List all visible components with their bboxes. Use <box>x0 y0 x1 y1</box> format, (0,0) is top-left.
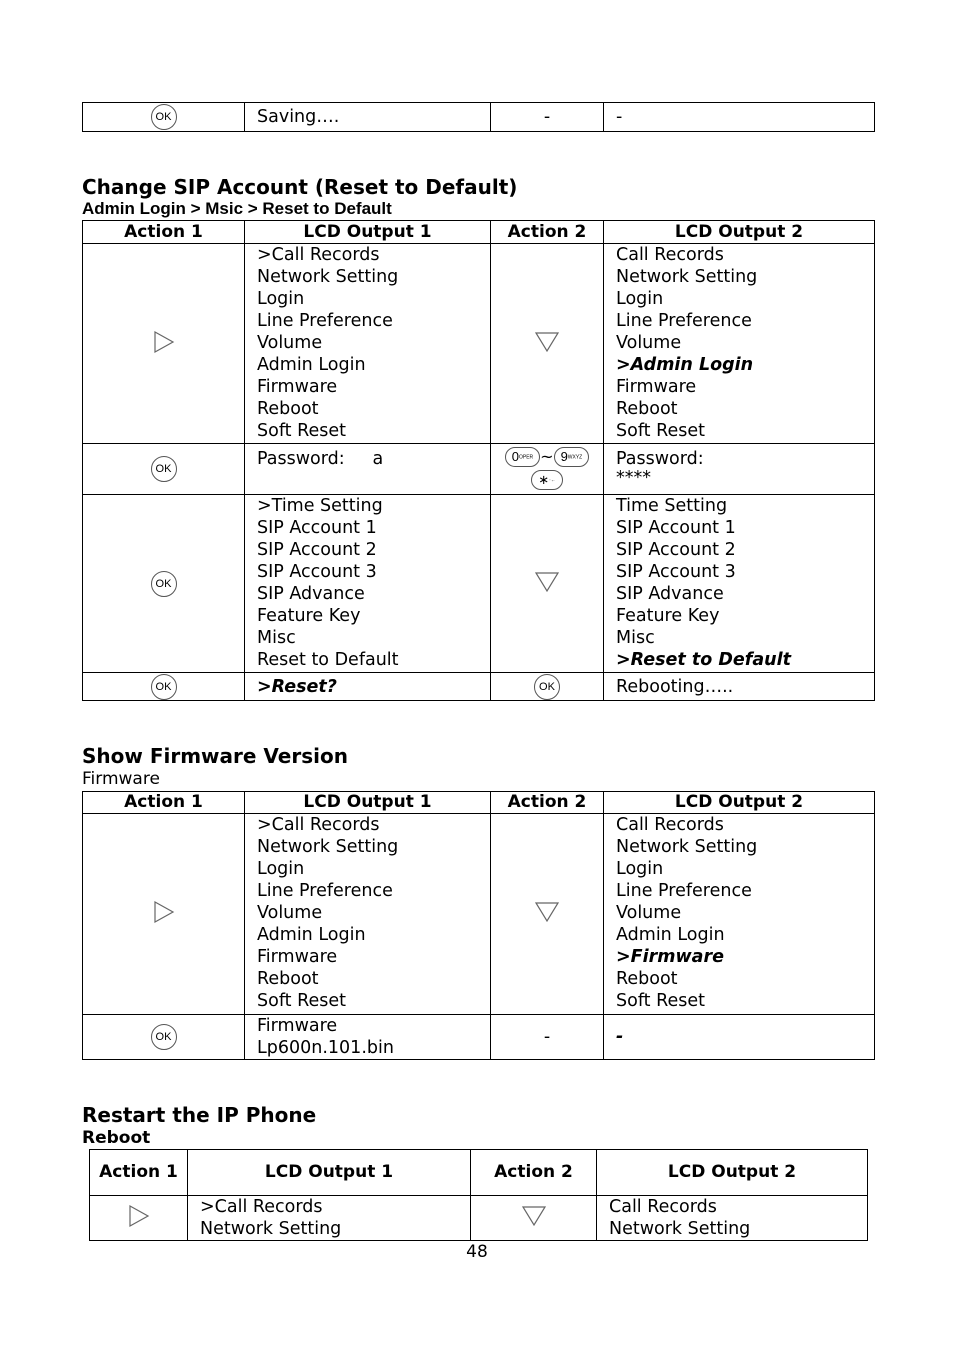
menu-line: Network Setting <box>609 1219 751 1239</box>
menu-line: Line Preference <box>616 311 752 331</box>
menu-line: Time Setting <box>616 496 728 516</box>
menu-line: Network Setting <box>257 837 399 857</box>
header-lcd-output-2: LCD Output 2 <box>604 221 875 244</box>
menu-line: SIP Account 2 <box>257 540 377 560</box>
header-action-2: Action 2 <box>491 221 604 244</box>
section-title: Restart the IP Phone <box>82 1103 317 1127</box>
menu-line: Volume <box>616 903 682 923</box>
key-0-icon: 0OPER <box>505 447 540 467</box>
lcd-output-2-cell <box>604 244 875 444</box>
password-mask: **** <box>616 468 651 488</box>
selected-menu-line: >Admin Login <box>616 355 754 375</box>
firmware-label: Firmware <box>257 1016 338 1036</box>
menu-line: Volume <box>616 333 682 353</box>
menu-line: Reboot <box>257 969 319 989</box>
lcd-output-2: - <box>604 103 875 132</box>
menu-line: Misc <box>257 628 296 648</box>
menu-path: Firmware <box>82 769 160 789</box>
menu-line: Call Records <box>609 1197 717 1217</box>
down-arrow-icon <box>534 571 560 593</box>
menu-line: SIP Account 1 <box>616 518 736 538</box>
menu-line: SIP Advance <box>257 584 365 604</box>
lcd-output-2-cell <box>597 1196 868 1241</box>
ok-button-icon: OK <box>534 674 560 700</box>
header-action-2: Action 2 <box>491 792 604 814</box>
firmware-version-table <box>82 791 875 1060</box>
ok-button-icon: OK <box>151 456 177 482</box>
menu-line: Call Records <box>616 815 724 835</box>
header-lcd-output-1: LCD Output 1 <box>188 1150 471 1196</box>
menu-line: Line Preference <box>616 881 752 901</box>
header-lcd-output-2: LCD Output 2 <box>604 792 875 814</box>
header-lcd-output-1: LCD Output 1 <box>245 792 491 814</box>
ok-button-icon: OK <box>151 571 177 597</box>
right-arrow-icon <box>153 900 175 924</box>
lcd-output-1-cell <box>245 495 491 673</box>
lcd-output-1-cell <box>188 1196 471 1241</box>
menu-line: Network Setting <box>257 267 399 287</box>
lcd-output-2-cell <box>604 495 875 673</box>
section-title: Show Firmware Version <box>82 744 348 768</box>
menu-line: Feature Key <box>257 606 361 626</box>
reset-to-default-table <box>82 220 875 701</box>
menu-line: Network Setting <box>616 837 758 857</box>
menu-line: Soft Reset <box>616 991 705 1011</box>
keypad-keys <box>505 446 590 490</box>
menu-line: SIP Advance <box>616 584 724 604</box>
lcd-output-2: - <box>604 1015 875 1060</box>
menu-line: Volume <box>257 903 323 923</box>
menu-line: Login <box>257 289 305 309</box>
menu-line: >Time Setting <box>257 496 383 516</box>
menu-line: Firmware <box>257 377 338 397</box>
menu-line: Firmware <box>257 947 338 967</box>
lcd-output-1: Saving…. <box>245 103 491 132</box>
menu-line: Login <box>616 289 664 309</box>
password-prompt: Password: a <box>245 444 491 495</box>
menu-path: Admin Login > Msic > Reset to Default <box>82 199 392 218</box>
section-title: Change SIP Account (Reset to Default) <box>82 175 518 199</box>
right-arrow-icon <box>128 1204 150 1228</box>
menu-line: Admin Login <box>616 925 725 945</box>
page-number: 48 <box>466 1242 488 1262</box>
range-tilde: ~ <box>540 447 554 466</box>
firmware-filename: Lp600n.101.bin <box>257 1038 394 1058</box>
key-9-icon: 9WXYZ <box>554 447 590 467</box>
ok-button-icon: OK <box>151 674 177 700</box>
down-arrow-icon <box>534 331 560 353</box>
menu-line: Misc <box>616 628 655 648</box>
action-2: - <box>491 1015 604 1060</box>
lcd-output-1-cell <box>245 814 491 1015</box>
reset-confirm: >Reset? <box>245 673 491 701</box>
selected-menu-line: >Reset to Default <box>616 650 791 670</box>
menu-line: >Call Records <box>200 1197 323 1217</box>
right-arrow-icon <box>153 330 175 354</box>
down-arrow-icon <box>521 1205 547 1227</box>
rebooting-status: Rebooting….. <box>604 673 875 701</box>
down-arrow-icon <box>534 901 560 923</box>
menu-line: Admin Login <box>257 925 366 945</box>
header-action-1: Action 1 <box>83 221 245 244</box>
menu-line: Soft Reset <box>257 991 346 1011</box>
header-action-1: Action 1 <box>90 1150 188 1196</box>
ok-button-icon: OK <box>151 104 177 130</box>
menu-line: Reboot <box>257 399 319 419</box>
key-star-icon: ∗·← <box>531 470 563 490</box>
menu-line: Line Preference <box>257 881 393 901</box>
menu-line: SIP Account 3 <box>257 562 377 582</box>
ok-button-icon: OK <box>151 1024 177 1050</box>
menu-line: Soft Reset <box>616 421 705 441</box>
menu-line: Network Setting <box>200 1219 342 1239</box>
menu-line: SIP Account 3 <box>616 562 736 582</box>
menu-line: SIP Account 1 <box>257 518 377 538</box>
firmware-info <box>245 1015 491 1060</box>
menu-line: Line Preference <box>257 311 393 331</box>
menu-line: Reboot <box>616 399 678 419</box>
menu-line: Admin Login <box>257 355 366 375</box>
menu-path: Reboot <box>82 1128 151 1148</box>
action-2: - <box>491 103 604 132</box>
password-label: Password: <box>616 449 704 469</box>
menu-line: Reboot <box>616 969 678 989</box>
header-lcd-output-2: LCD Output 2 <box>597 1150 868 1196</box>
lcd-output-1-cell <box>245 244 491 444</box>
menu-line: >Call Records <box>257 815 380 835</box>
menu-line: >Call Records <box>257 245 380 265</box>
menu-line: Feature Key <box>616 606 720 626</box>
header-lcd-output-1: LCD Output 1 <box>245 221 491 244</box>
menu-line: Reset to Default <box>257 650 399 670</box>
menu-line: Login <box>616 859 664 879</box>
menu-line: Soft Reset <box>257 421 346 441</box>
lcd-output-2-cell <box>604 814 875 1015</box>
menu-line: Call Records <box>616 245 724 265</box>
lcd-output-2-cell <box>604 444 875 495</box>
top-table <box>82 102 875 132</box>
reboot-table <box>89 1149 868 1241</box>
menu-line: SIP Account 2 <box>616 540 736 560</box>
selected-menu-line: >Firmware <box>616 947 724 967</box>
menu-line: Login <box>257 859 305 879</box>
menu-line: Firmware <box>616 377 697 397</box>
menu-line: Network Setting <box>616 267 758 287</box>
header-action-1: Action 1 <box>83 792 245 814</box>
menu-line: Volume <box>257 333 323 353</box>
header-action-2: Action 2 <box>471 1150 597 1196</box>
